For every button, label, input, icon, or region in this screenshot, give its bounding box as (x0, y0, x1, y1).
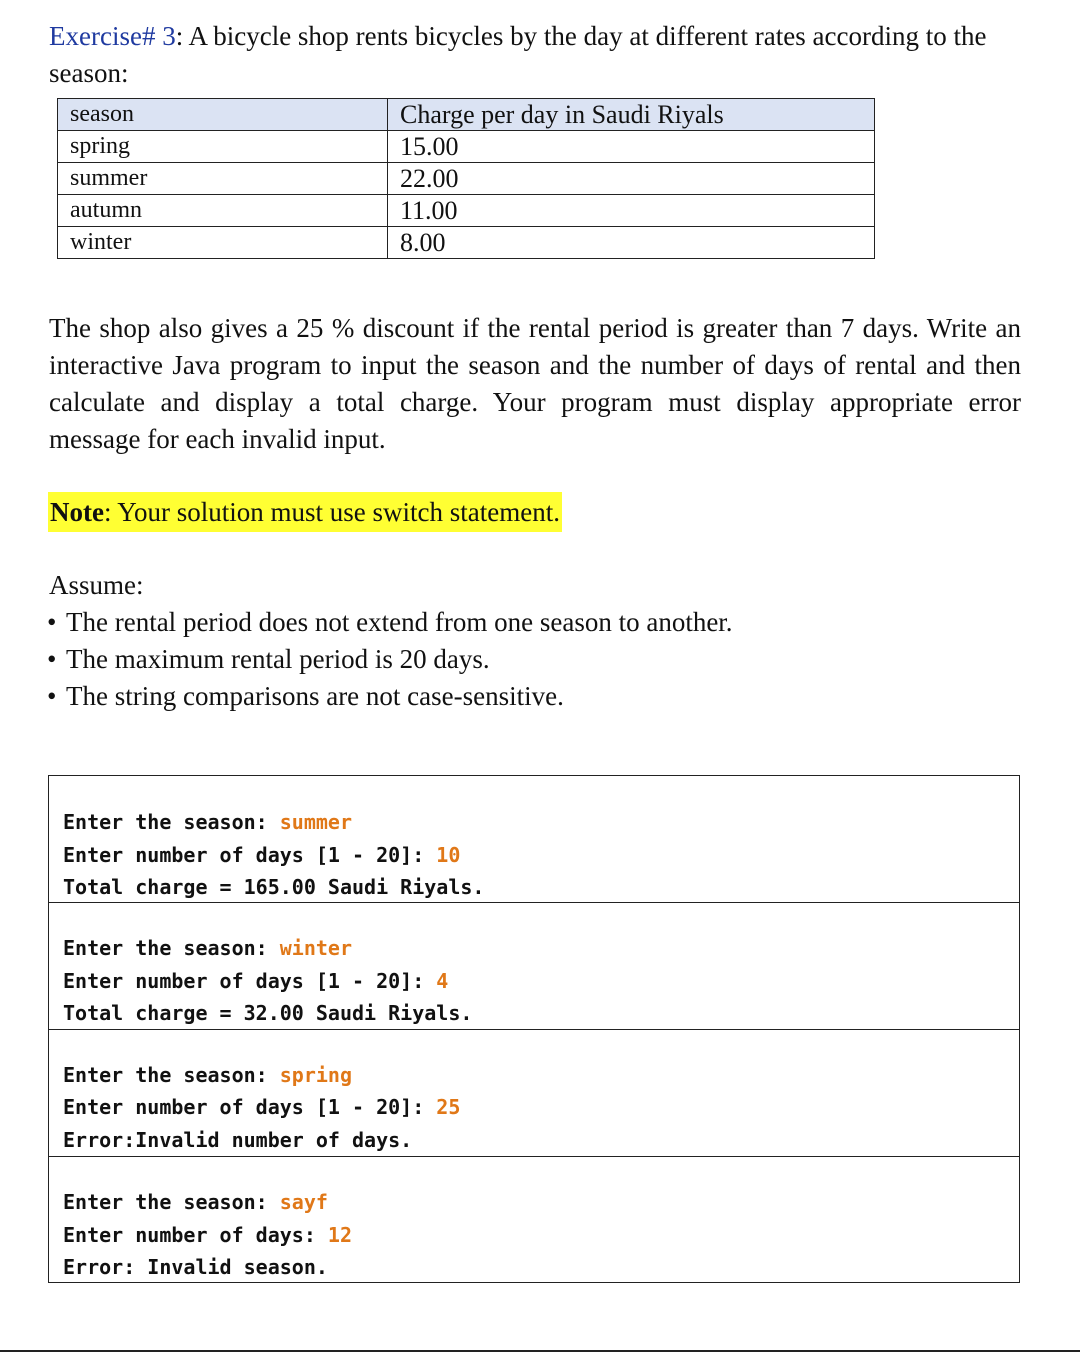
table-cell-charge: 22.00 (388, 163, 875, 195)
list-item: • The maximum rental period is 20 days. (49, 641, 949, 678)
page-bottom-rule (0, 1350, 1080, 1352)
season-input-value: winter (279, 936, 352, 960)
table-cell-charge: 11.00 (388, 195, 875, 227)
assumptions (49, 567, 949, 715)
note-text: : Your solution must use switch statement. (103, 497, 560, 527)
table-row (58, 195, 875, 227)
table-row (58, 131, 875, 163)
table-header-row (58, 99, 875, 131)
table-header-season: season (58, 99, 388, 131)
result-line: Error:Invalid number of days. (63, 1128, 413, 1152)
days-input-value: 12 (327, 1223, 352, 1247)
table-cell-charge: 8.00 (388, 227, 875, 259)
days-prompt-line: Enter number of days [1 - 20]: 4 (63, 969, 449, 993)
table-cell-charge: 15.00 (388, 131, 875, 163)
sample-run (49, 1030, 1019, 1157)
table-row (58, 227, 875, 259)
days-prompt-line: Enter number of days [1 - 20]: 10 (63, 843, 461, 867)
days-prompt-line: Enter number of days: 12 (63, 1223, 352, 1247)
table-header-charge: Charge per day in Saudi Riyals (388, 99, 875, 131)
table-cell-season: spring (58, 131, 388, 163)
exercise-label: Exercise# 3 (49, 21, 176, 51)
season-input-value: summer (279, 810, 352, 834)
season-prompt-line: Enter the season: spring (63, 1063, 352, 1087)
season-rates-table (57, 98, 875, 259)
table-cell-season: summer (58, 163, 388, 195)
bullet-icon: • (47, 644, 57, 674)
season-input-value: sayf (279, 1190, 328, 1214)
exercise-intro-text: : A bicycle shop rents bicycles by the day at different rates according to the season: (49, 21, 987, 88)
list-item: • The rental period does not extend from one season to another. (49, 604, 949, 641)
bullet-icon: • (47, 681, 57, 711)
sample-run (49, 903, 1019, 1030)
sample-run (49, 776, 1019, 903)
days-input-value: 4 (436, 969, 449, 993)
table-cell-season: autumn (58, 195, 388, 227)
assume-list (49, 604, 949, 715)
days-input-value: 25 (436, 1095, 461, 1119)
exercise-intro (49, 18, 1039, 92)
season-prompt-line: Enter the season: sayf (63, 1190, 328, 1214)
bullet-icon: • (47, 607, 57, 637)
season-input-value: spring (279, 1063, 352, 1087)
season-prompt-line: Enter the season: summer (63, 810, 352, 834)
season-prompt-line: Enter the season: winter (63, 936, 352, 960)
table-cell-season: winter (58, 227, 388, 259)
assume-title: Assume: (49, 570, 144, 600)
result-line: Total charge = 32.00 Saudi Riyals. (63, 1001, 473, 1025)
days-prompt-line: Enter number of days [1 - 20]: 25 (63, 1095, 461, 1119)
result-line: Total charge = 165.00 Saudi Riyals. (63, 875, 485, 899)
note-label: Note (50, 497, 104, 527)
result-line: Error: Invalid season. (63, 1255, 328, 1279)
list-item: • The string comparisons are not case-sensitive. (49, 678, 949, 715)
note-highlight (48, 492, 562, 532)
sample-run (49, 1157, 1019, 1282)
table-row (58, 163, 875, 195)
sample-runs-console (48, 775, 1020, 1283)
days-input-value: 10 (436, 843, 461, 867)
problem-description: The shop also gives a 25 % discount if the rental period is greater than 7 days. Write an interactive Java program to input the season and the number of days of rental and then calculate and display a total charge. Your program must display appropriate error message for each invalid input. (49, 313, 1021, 454)
